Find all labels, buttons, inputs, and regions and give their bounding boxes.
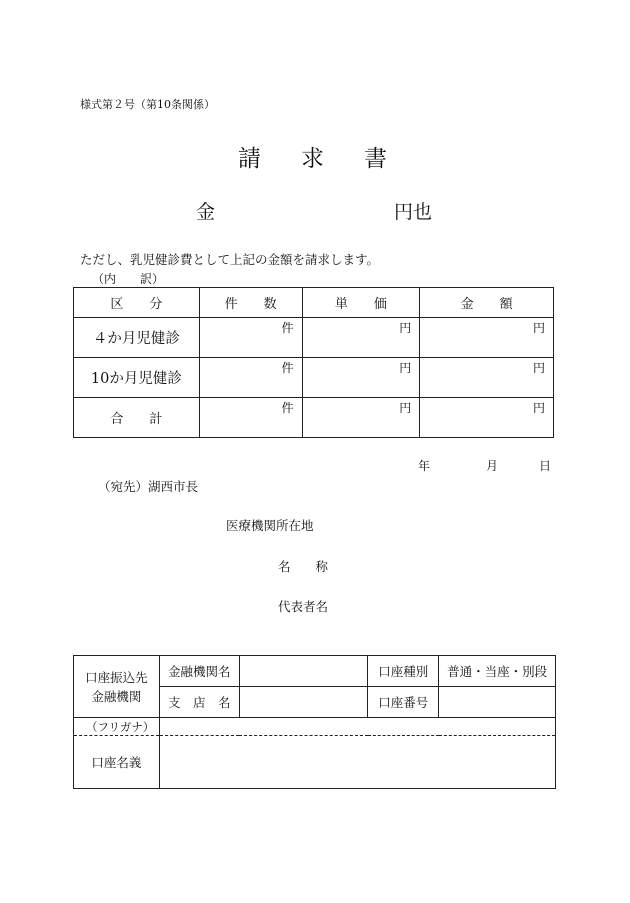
transfer-label-line-2: 金融機関 <box>91 688 142 704</box>
breakdown-label: （内 訳） <box>92 272 165 286</box>
header-category: 区 分 <box>74 288 200 318</box>
row-label-4month: ４か月児健診 <box>74 318 200 358</box>
description-text: ただし、乳児健診費として上記の金額を請求します。 <box>80 252 380 267</box>
title-char-1: 請 <box>238 146 261 172</box>
account-type-options[interactable]: 普通・当座・別段 <box>439 656 556 687</box>
title-char-3: 書 <box>364 146 387 172</box>
count-cell[interactable]: 件 <box>199 358 302 398</box>
furigana-label: （フリガナ） <box>74 718 160 736</box>
account-holder-field[interactable] <box>159 736 555 789</box>
bank-name-label: 金融機関名 <box>159 656 239 687</box>
amount-cell[interactable]: 円 <box>420 318 554 358</box>
representative-label: 代表者名 <box>278 599 329 614</box>
transfer-destination-label <box>74 656 160 718</box>
account-holder-label: 口座名義 <box>74 736 160 789</box>
unit-price-cell[interactable]: 円 <box>302 318 420 358</box>
amount-suffix: 円也 <box>394 201 433 223</box>
bank-account-table <box>73 655 556 789</box>
branch-name-label: 支 店 名 <box>159 687 239 718</box>
date-month: 月 <box>486 459 499 473</box>
header-count: 件 数 <box>199 288 302 318</box>
transfer-label-line-1: 口座振込先 <box>85 669 148 685</box>
count-cell[interactable]: 件 <box>199 318 302 358</box>
institution-location-label: 医療機関所在地 <box>226 518 314 533</box>
account-type-label: 口座種別 <box>368 656 439 687</box>
table-row <box>74 358 554 398</box>
furigana-field[interactable] <box>159 718 555 736</box>
account-number-label: 口座番号 <box>368 687 439 718</box>
breakdown-header-row <box>74 288 554 318</box>
date-day: 日 <box>539 459 552 473</box>
date-year: 年 <box>418 459 431 473</box>
institution-name-label: 名 称 <box>278 559 329 574</box>
count-cell[interactable]: 件 <box>199 398 302 438</box>
breakdown-table <box>73 287 554 438</box>
branch-name-field[interactable] <box>239 687 368 718</box>
table-row <box>74 318 554 358</box>
unit-price-cell[interactable]: 円 <box>302 398 420 438</box>
bank-row-1 <box>74 656 556 687</box>
row-label-total: 合 計 <box>74 398 200 438</box>
amount-cell[interactable]: 円 <box>420 398 554 438</box>
account-number-field[interactable] <box>439 687 556 718</box>
header-amount: 金 額 <box>420 288 554 318</box>
header-unit-price: 単 価 <box>302 288 420 318</box>
table-row <box>74 398 554 438</box>
title-char-2: 求 <box>301 146 324 172</box>
bank-name-field[interactable] <box>239 656 368 687</box>
unit-price-cell[interactable]: 円 <box>302 358 420 398</box>
account-holder-row <box>74 736 556 789</box>
form-number: 様式第２号（第10条関係） <box>80 98 215 111</box>
document-title <box>238 140 387 173</box>
row-label-10month: 10か月児健診 <box>74 358 200 398</box>
addressee: （宛先）湖西市長 <box>98 479 199 494</box>
furigana-row <box>74 718 556 736</box>
amount-cell[interactable]: 円 <box>420 358 554 398</box>
amount-prefix: 金 <box>196 201 216 223</box>
